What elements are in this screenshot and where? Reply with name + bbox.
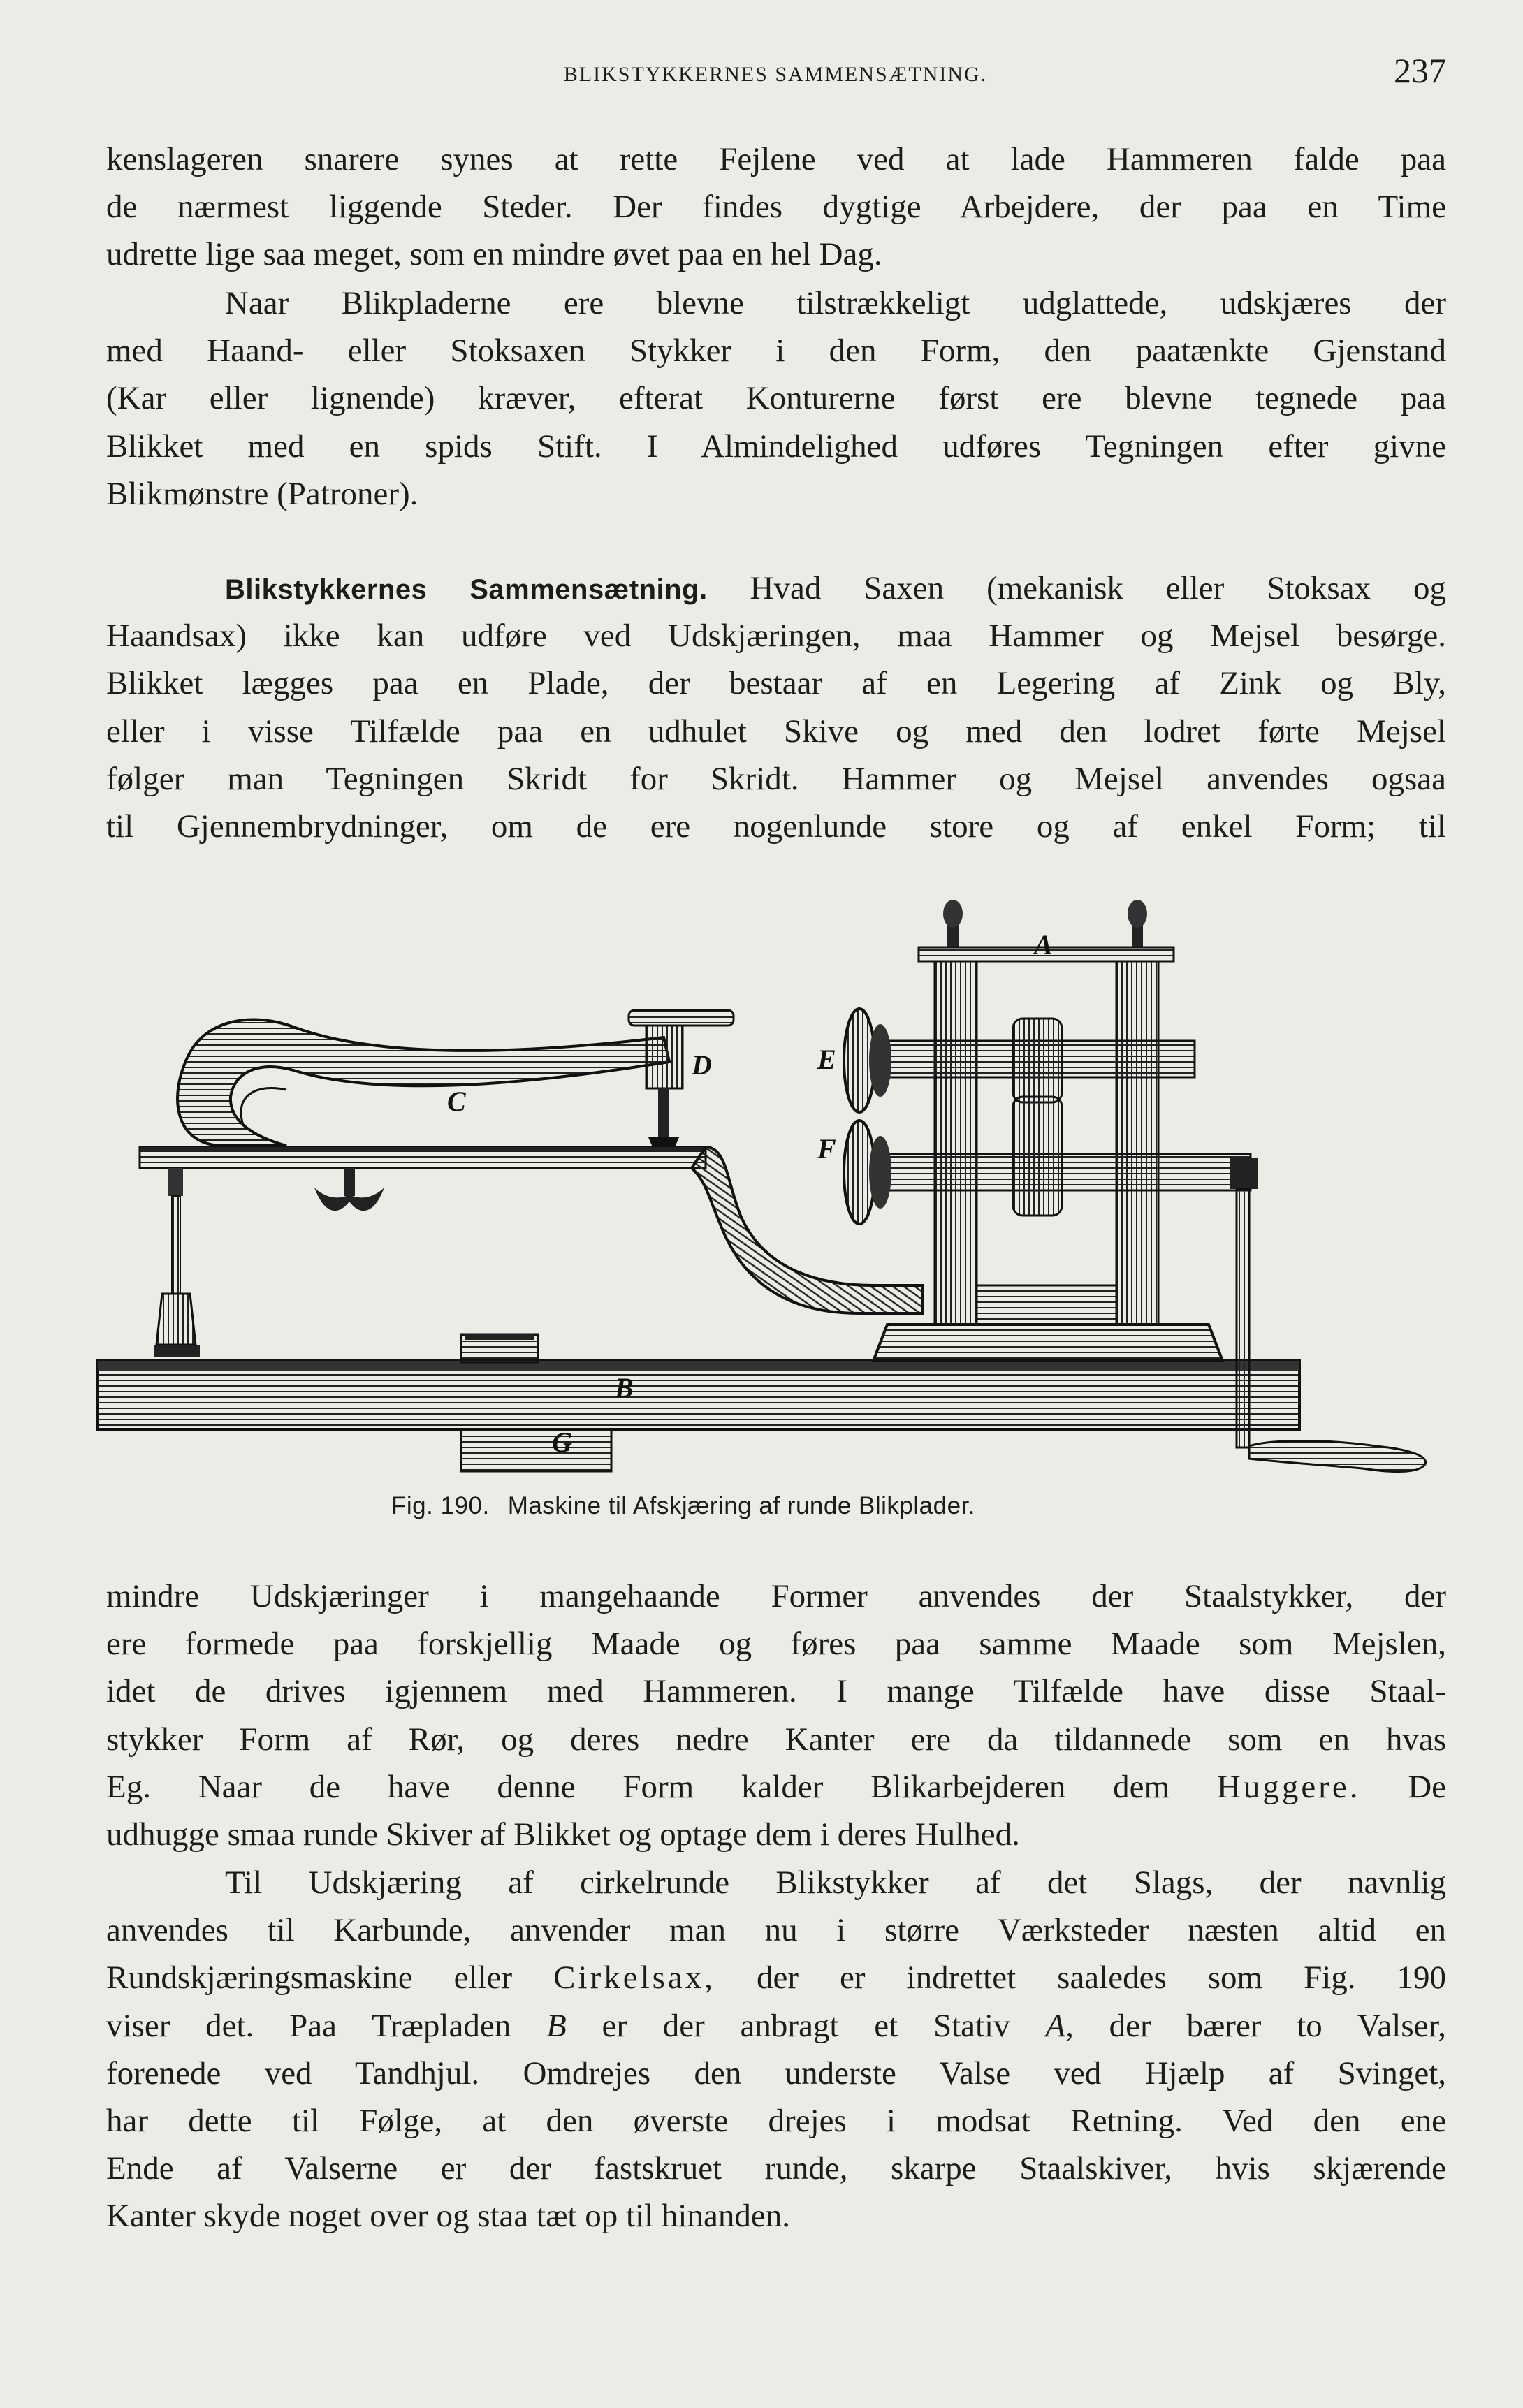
text-run: der bærer to Valser,: [1109, 2007, 1447, 2044]
text-line: eller i visse Tilfælde paa en udhulet Skive og med den lodret førte Mejsel: [106, 713, 1446, 750]
text-line: [106, 1954, 1446, 2001]
table-plate: [140, 1147, 706, 1168]
lower-roller: [873, 1097, 1251, 1216]
label-b: B: [615, 1372, 634, 1403]
spaced-term: Huggere.: [1216, 1768, 1361, 1805]
text-line: ere formede paa forskjellig Maade og føres paa samme Maade som Mejslen,: [106, 1626, 1446, 1663]
text-run: der er indrettet saaledes som Fig. 190: [757, 1960, 1447, 1997]
cutting-disc-upper: [844, 1009, 891, 1112]
figure-190: [84, 887, 1453, 1495]
figure-caption: [391, 1492, 975, 1520]
spaced-term: Cirkelsax,: [553, 1960, 716, 1997]
text-line: idet de drives igjennem med Hammeren. I mange Tilfælde have disse Staal-: [106, 1673, 1446, 1710]
running-head: [105, 50, 1446, 92]
text-line: kenslageren snarere synes at rette Fejlene ved at lade Hammeren falde paa: [106, 141, 1446, 177]
paragraph-2: [106, 279, 1446, 518]
text-line: forenede ved Tandhjul. Omdrejes den underste Valse ved Hjælp af Svinget,: [106, 2055, 1446, 2092]
section-heading: Blikstykkernes Sammensætning.: [225, 574, 708, 605]
text-line: Naar Blikpladerne ere blevne tilstrækkeligt udglattede, udskjæres der: [225, 285, 1446, 321]
wing-nut: [314, 1168, 384, 1211]
text-line: har dette til Følge, at den øverste drejes i modsat Retning. Ved den ene: [106, 2102, 1446, 2139]
label-d: D: [692, 1049, 712, 1081]
text-run: Eg. Naar de have denne Form kalder Blikarbejderen dem: [106, 1768, 1170, 1805]
label-c: C: [447, 1086, 466, 1117]
text-line: til Gjennembrydninger, om de ere nogenlunde store og af enkel Form; til: [106, 808, 1446, 845]
text-line: udhugge smaa runde Skiver af Blikket og optage dem i deres Hulhed.: [106, 1816, 1020, 1853]
italic-letter: B: [546, 2007, 567, 2044]
text-line: stykker Form af Rør, og deres nedre Kanter ere da tildannede som en hvas: [106, 1721, 1446, 1758]
text-line: de nærmest liggende Steder. Der findes dygtige Arbejdere, der paa en Time: [106, 189, 1446, 226]
text-line: [106, 564, 1446, 612]
label-a: A: [1034, 929, 1053, 961]
text-line: Blikmønstre (Patroner).: [106, 475, 418, 512]
text-line: [106, 1763, 1446, 1811]
cutting-disc-lower: [844, 1121, 891, 1224]
paragraph-4: [106, 1573, 1446, 1858]
text-line: (Kar eller lignende) kræver, efterat Konturerne først ere blevne tegnede paa: [106, 380, 1446, 417]
text-line: følger man Tegningen Skridt for Skridt. Hammer og Mejsel anvendes ogsaa: [106, 760, 1446, 797]
text-line: Haandsax) ikke kan udføre ved Udskjæringen, maa Hammer og Mejsel besørge.: [106, 618, 1446, 655]
text-run: De: [1408, 1768, 1447, 1805]
text-line: anvendes til Karbunde, anvender man nu i større Værksteder næsten altid en: [106, 1912, 1446, 1949]
text-line: med Haand- eller Stoksaxen Stykker i den Form, den paatænkte Gjenstand: [106, 333, 1446, 370]
text-line: Blikket med en spids Stift. I Almindelighed udføres Tegningen efter givne: [106, 428, 1446, 465]
left-support-leg: [154, 1168, 200, 1357]
label-f: F: [817, 1133, 836, 1165]
paragraph-3: [106, 564, 1446, 850]
figure-number: Fig. 190.: [391, 1492, 490, 1519]
page-number: 237: [1394, 51, 1446, 90]
label-g: G: [552, 1426, 572, 1458]
paragraph-1: [106, 136, 1446, 279]
text-run: Hvad Saxen (mekanisk eller Stoksax og: [750, 570, 1447, 606]
running-title: BLIKSTYKKERNES SAMMENSÆTNING.: [563, 63, 988, 86]
text-line: udrette lige saa meget, som en mindre øvet paa en hel Dag.: [106, 236, 882, 273]
cutting-machine-illustration: [84, 887, 1453, 1495]
italic-letter: A,: [1045, 2007, 1074, 2044]
text-run: Rundskjæringsmaskine eller: [106, 1960, 513, 1997]
text-line: mindre Udskjæringer i mangehaande Former anvendes der Staalstykker, der: [106, 1578, 1446, 1614]
text-line: Blikket lægges paa en Plade, der bestaar af en Legering af Zink og Bly,: [106, 665, 1446, 702]
text-run: er der anbragt et Stativ: [602, 2007, 1010, 2044]
paragraph-5: [106, 1859, 1446, 2240]
text-line: Kanter skyde noget over og staa tæt op til hinanden.: [106, 2198, 790, 2235]
curved-arm: [177, 1019, 669, 1146]
text-line: Til Udskjæring af cirkelrunde Blikstykker af det Slags, der navnlig: [225, 1865, 1446, 1901]
caption-text: Maskine til Afskjæring af runde Blikplader.: [507, 1492, 976, 1519]
text-line: [106, 2002, 1446, 2050]
label-e: E: [817, 1044, 836, 1075]
text-line: Ende af Valserne er der fastskruet runde, skarpe Staalskiver, hvis skjærende: [106, 2150, 1446, 2187]
spindle: [629, 1010, 734, 1147]
text-run: viser det. Paa Træpladen: [106, 2007, 511, 2044]
